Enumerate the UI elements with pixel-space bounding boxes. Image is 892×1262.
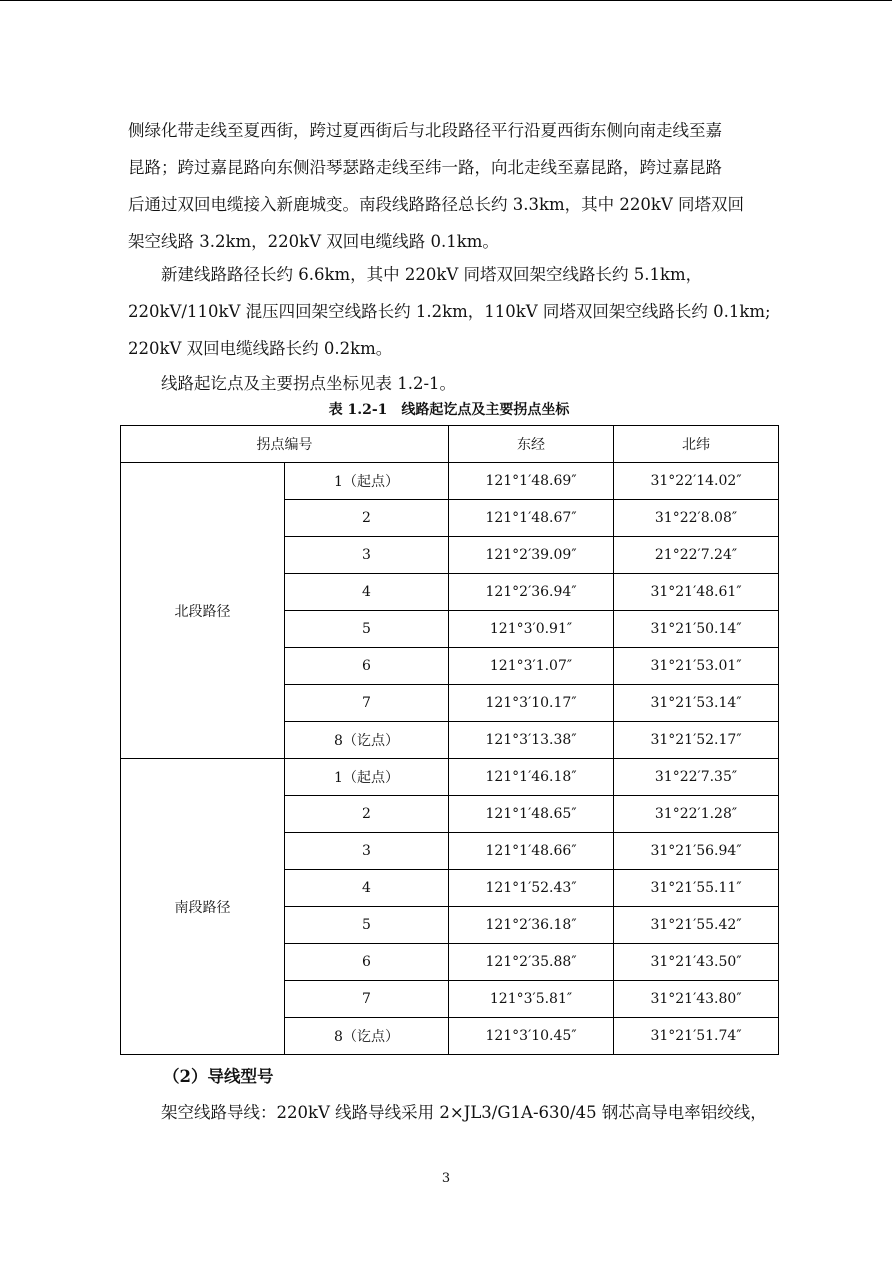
text-line: 架空线路 3.2km，220kV 双回电缆线路 0.1km。 — [128, 232, 499, 251]
north-latitude-cell: 31°21′52.17″ — [614, 722, 779, 759]
page-number: 3 — [441, 1171, 451, 1186]
point-number-cell: 8（讫点） — [285, 722, 449, 759]
table-body — [121, 463, 779, 1055]
north-latitude-cell: 31°22′7.35″ — [614, 759, 779, 796]
text-line: 架空线路导线：220kV 线路导线采用 2×JL3/G1A-630/45 钢芯高导电率铝绞线， — [128, 1103, 767, 1122]
table-caption: 表 1.2-1 线路起讫点及主要拐点坐标 — [328, 402, 570, 418]
east-longitude-cell: 121°3′10.45″ — [449, 1018, 614, 1055]
east-longitude-cell: 121°3′10.17″ — [449, 685, 614, 722]
north-latitude-cell: 31°22′1.28″ — [614, 796, 779, 833]
point-number-cell: 2 — [285, 796, 449, 833]
north-latitude-cell: 31°21′43.50″ — [614, 944, 779, 981]
east-longitude-cell: 121°3′13.38″ — [449, 722, 614, 759]
point-number-cell: 6 — [285, 944, 449, 981]
east-longitude-cell: 121°1′48.65″ — [449, 796, 614, 833]
point-number-cell: 7 — [285, 685, 449, 722]
point-number-cell: 1（起点） — [285, 759, 449, 796]
page-top-border — [0, 0, 892, 1]
east-longitude-cell: 121°3′5.81″ — [449, 981, 614, 1018]
point-number-cell: 8（讫点） — [285, 1018, 449, 1055]
point-number-cell: 6 — [285, 648, 449, 685]
text-line: 后通过双回电缆接入新鹿城变。南段线路路径总长约 3.3km，其中 220kV 同塔双回 — [128, 195, 745, 214]
east-longitude-cell: 121°3′0.91″ — [449, 611, 614, 648]
north-latitude-cell: 31°21′50.14″ — [614, 611, 779, 648]
point-number-cell: 4 — [285, 574, 449, 611]
east-longitude-cell: 121°1′52.43″ — [449, 870, 614, 907]
point-number-cell: 3 — [285, 833, 449, 870]
header-east-longitude: 东经 — [449, 426, 614, 463]
paragraph-new-line-length — [128, 256, 776, 367]
point-number-cell: 5 — [285, 907, 449, 944]
paragraph-overhead-conductor — [128, 1094, 776, 1131]
group-name-cell: 北段路径 — [121, 463, 285, 759]
east-longitude-cell: 121°1′48.67″ — [449, 500, 614, 537]
north-latitude-cell: 31°21′53.01″ — [614, 648, 779, 685]
east-longitude-cell: 121°1′48.66″ — [449, 833, 614, 870]
east-longitude-cell: 121°3′1.07″ — [449, 648, 614, 685]
east-longitude-cell: 121°2′36.18″ — [449, 907, 614, 944]
north-latitude-cell: 31°21′48.61″ — [614, 574, 779, 611]
text-line: 侧绿化带走线至夏西街，跨过夏西街后与北段路径平行沿夏西街东侧向南走线至嘉 — [128, 121, 722, 140]
north-latitude-cell: 31°22′8.08″ — [614, 500, 779, 537]
text-line: 昆路；跨过嘉昆路向东侧沿琴瑟路走线至纬一路，向北走线至嘉昆路，跨过嘉昆路 — [128, 158, 722, 177]
text-line: 220kV/110kV 混压四回架空线路长约 1.2km，110kV 同塔双回架空线路长约 0.1km; — [128, 302, 771, 321]
group-name-cell: 南段路径 — [121, 759, 285, 1055]
point-number-cell: 2 — [285, 500, 449, 537]
point-number-cell: 3 — [285, 537, 449, 574]
east-longitude-cell: 121°2′39.09″ — [449, 537, 614, 574]
text-line: 220kV 双回电缆线路长约 0.2km。 — [128, 339, 393, 358]
east-longitude-cell: 121°2′36.94″ — [449, 574, 614, 611]
east-longitude-cell: 121°1′48.69″ — [449, 463, 614, 500]
north-latitude-cell: 31°21′56.94″ — [614, 833, 779, 870]
east-longitude-cell: 121°2′35.88″ — [449, 944, 614, 981]
north-latitude-cell: 31°21′43.80″ — [614, 981, 779, 1018]
north-latitude-cell: 31°22′14.02″ — [614, 463, 779, 500]
point-number-cell: 7 — [285, 981, 449, 1018]
point-number-cell: 5 — [285, 611, 449, 648]
section-heading-conductor-type: （2）导线型号 — [163, 1067, 274, 1086]
point-number-cell: 4 — [285, 870, 449, 907]
north-latitude-cell: 31°21′53.14″ — [614, 685, 779, 722]
table-row — [121, 759, 779, 796]
header-point-number: 拐点编号 — [121, 426, 449, 463]
north-latitude-cell: 31°21′51.74″ — [614, 1018, 779, 1055]
header-north-latitude: 北纬 — [614, 426, 779, 463]
text-line: 线路起讫点及主要拐点坐标见表 1.2-1。 — [128, 374, 457, 393]
table-header-row — [121, 426, 779, 463]
north-latitude-cell: 21°22′7.24″ — [614, 537, 779, 574]
north-latitude-cell: 31°21′55.11″ — [614, 870, 779, 907]
table-row — [121, 463, 779, 500]
text-line: 新建线路路径长约 6.6km，其中 220kV 同塔双回架空线路长约 5.1km， — [128, 265, 703, 284]
point-number-cell: 1（起点） — [285, 463, 449, 500]
north-latitude-cell: 31°21′55.42″ — [614, 907, 779, 944]
east-longitude-cell: 121°1′46.18″ — [449, 759, 614, 796]
coordinates-table — [120, 425, 779, 1055]
paragraph-route-south — [128, 112, 776, 260]
paragraph-table-intro — [128, 365, 776, 402]
